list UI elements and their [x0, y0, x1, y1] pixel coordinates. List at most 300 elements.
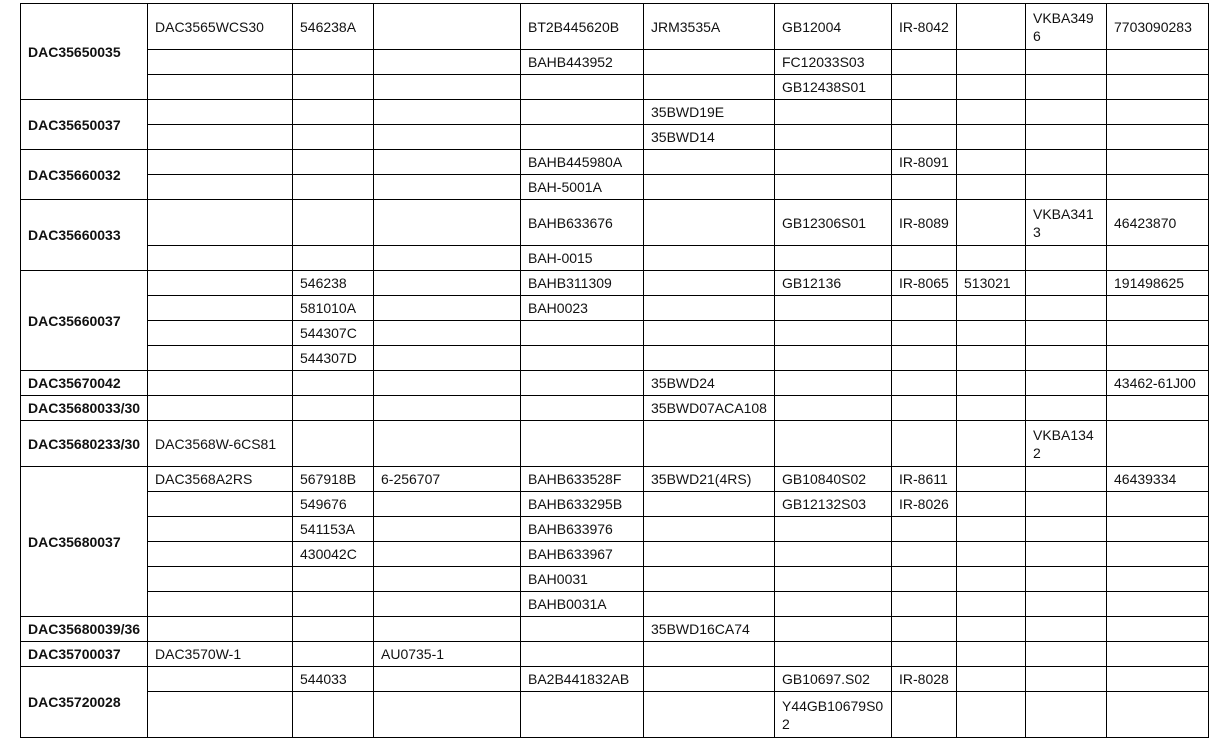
cross-reference-cell	[148, 100, 293, 125]
cross-reference-cell	[892, 567, 957, 592]
cross-reference-cell	[775, 617, 892, 642]
cross-reference-cell	[644, 346, 775, 371]
cross-reference-cell	[148, 50, 293, 75]
cross-reference-cell	[148, 125, 293, 150]
cross-reference-cell	[775, 346, 892, 371]
cross-reference-cell: 191498625	[1107, 271, 1209, 296]
cross-reference-cell	[374, 150, 521, 175]
table-row	[21, 100, 1209, 125]
cross-reference-cell	[148, 542, 293, 567]
cross-reference-cell	[644, 642, 775, 667]
table-row	[21, 125, 1209, 150]
cross-reference-cell	[374, 592, 521, 617]
cross-reference-cell	[1107, 296, 1209, 321]
part-number-cell: DAC35720028	[21, 667, 148, 738]
cross-reference-cell	[644, 321, 775, 346]
cross-reference-cell	[957, 200, 1026, 246]
cross-reference-cell	[957, 542, 1026, 567]
table-row	[21, 517, 1209, 542]
cross-reference-cell	[1107, 321, 1209, 346]
cross-reference-cell	[374, 617, 521, 642]
cross-reference-cell	[293, 125, 374, 150]
cross-reference-cell	[892, 592, 957, 617]
cross-reference-cell	[1107, 50, 1209, 75]
table-row	[21, 321, 1209, 346]
cross-reference-cell	[1026, 692, 1107, 738]
cross-reference-cell: DAC3568W-6CS81	[148, 421, 293, 467]
cross-reference-cell: 430042C	[293, 542, 374, 567]
cross-reference-cell	[293, 50, 374, 75]
cross-reference-cell	[148, 492, 293, 517]
cross-reference-cell	[957, 150, 1026, 175]
cross-reference-cell	[374, 346, 521, 371]
cross-reference-cell: GB12136	[775, 271, 892, 296]
cross-reference-cell	[957, 346, 1026, 371]
cross-reference-cell	[148, 567, 293, 592]
cross-reference-cell: DAC3570W-1	[148, 642, 293, 667]
cross-reference-cell	[1026, 592, 1107, 617]
cross-reference-cell	[1107, 692, 1209, 738]
cross-reference-cell	[892, 50, 957, 75]
cross-reference-cell	[892, 246, 957, 271]
cross-reference-cell: GB10697.S02	[775, 667, 892, 692]
cross-reference-cell	[892, 175, 957, 200]
cross-reference-cell	[957, 100, 1026, 125]
cross-reference-cell	[374, 50, 521, 75]
cross-reference-cell	[1026, 100, 1107, 125]
cross-reference-cell: GB10840S02	[775, 467, 892, 492]
cross-reference-cell	[644, 246, 775, 271]
cross-reference-cell	[521, 642, 644, 667]
cross-reference-cell: BAH0031	[521, 567, 644, 592]
cross-reference-cell	[1026, 642, 1107, 667]
cross-reference-cell: 46423870	[1107, 200, 1209, 246]
cross-reference-cell	[957, 396, 1026, 421]
cross-reference-cell	[892, 642, 957, 667]
cross-reference-cell	[1107, 150, 1209, 175]
cross-reference-cell: DAC3568A2RS	[148, 467, 293, 492]
cross-reference-cell	[148, 396, 293, 421]
cross-reference-cell	[644, 150, 775, 175]
cross-reference-cell	[1026, 667, 1107, 692]
cross-reference-cell	[293, 592, 374, 617]
cross-reference-cell	[1026, 150, 1107, 175]
cross-reference-cell	[644, 567, 775, 592]
cross-reference-cell	[148, 517, 293, 542]
cross-reference-cell: IR-8091	[892, 150, 957, 175]
cross-reference-cell	[374, 517, 521, 542]
table-row	[21, 642, 1209, 667]
part-number-cell: DAC35680233/30	[21, 421, 148, 467]
cross-reference-cell	[293, 246, 374, 271]
cross-reference-cell	[148, 175, 293, 200]
cross-reference-cell	[957, 467, 1026, 492]
cross-reference-cell	[374, 125, 521, 150]
cross-reference-cell	[957, 371, 1026, 396]
cross-reference-cell	[957, 617, 1026, 642]
cross-reference-cell: BAH-5001A	[521, 175, 644, 200]
cross-reference-cell	[148, 246, 293, 271]
cross-reference-cell: VKBA3413	[1026, 200, 1107, 246]
cross-reference-cell	[775, 567, 892, 592]
table-row	[21, 467, 1209, 492]
table-row	[21, 50, 1209, 75]
cross-reference-cell: 544307C	[293, 321, 374, 346]
cross-reference-cell	[957, 246, 1026, 271]
cross-reference-cell	[374, 492, 521, 517]
cross-reference-cell	[1107, 346, 1209, 371]
cross-reference-cell	[1026, 50, 1107, 75]
cross-reference-cell	[148, 692, 293, 738]
cross-reference-cell	[957, 125, 1026, 150]
cross-reference-cell: GB12004	[775, 4, 892, 50]
cross-reference-cell	[892, 321, 957, 346]
table-row	[21, 542, 1209, 567]
cross-reference-cell: 541153A	[293, 517, 374, 542]
cross-reference-cell: FC12033S03	[775, 50, 892, 75]
cross-reference-cell	[775, 421, 892, 467]
cross-reference-cell	[148, 617, 293, 642]
cross-reference-cell	[957, 50, 1026, 75]
part-number-cell: DAC35680039/36	[21, 617, 148, 642]
cross-reference-cell	[957, 421, 1026, 467]
cross-reference-cell	[293, 371, 374, 396]
cross-reference-cell	[644, 542, 775, 567]
cross-reference-cell: BAHB633976	[521, 517, 644, 542]
cross-reference-cell	[374, 296, 521, 321]
table-row	[21, 396, 1209, 421]
cross-reference-cell	[957, 175, 1026, 200]
table-row	[21, 200, 1209, 246]
cross-reference-cell: 567918B	[293, 467, 374, 492]
table-row	[21, 150, 1209, 175]
cross-reference-cell: BAHB443952	[521, 50, 644, 75]
table-row	[21, 421, 1209, 467]
cross-reference-cell	[521, 346, 644, 371]
part-number-cell: DAC35650037	[21, 100, 148, 150]
cross-reference-cell	[957, 296, 1026, 321]
cross-reference-cell	[521, 125, 644, 150]
part-number-cell: DAC35650035	[21, 4, 148, 100]
cross-reference-cell: 513021	[957, 271, 1026, 296]
cross-reference-cell	[644, 296, 775, 321]
cross-reference-cell: 6-256707	[374, 467, 521, 492]
cross-reference-cell	[293, 642, 374, 667]
cross-reference-cell	[957, 492, 1026, 517]
cross-reference-cell	[1026, 467, 1107, 492]
cross-reference-cell	[644, 50, 775, 75]
cross-reference-cell	[644, 200, 775, 246]
cross-reference-cell	[892, 296, 957, 321]
cross-reference-cell: Y44GB10679S02	[775, 692, 892, 738]
cross-reference-cell	[148, 321, 293, 346]
cross-reference-cell	[775, 125, 892, 150]
cross-reference-cell	[293, 617, 374, 642]
cross-reference-cell	[644, 421, 775, 467]
part-number-cell: DAC35680033/30	[21, 396, 148, 421]
cross-reference-cell	[957, 75, 1026, 100]
cross-reference-cell	[374, 175, 521, 200]
table-row	[21, 492, 1209, 517]
table-body	[21, 4, 1209, 738]
cross-reference-cell	[293, 75, 374, 100]
bearing-cross-reference-table	[20, 3, 1209, 738]
cross-reference-cell	[1107, 567, 1209, 592]
table-row	[21, 371, 1209, 396]
cross-reference-cell	[1026, 371, 1107, 396]
cross-reference-cell	[148, 150, 293, 175]
cross-reference-cell: 546238	[293, 271, 374, 296]
cross-reference-cell	[644, 592, 775, 617]
cross-reference-cell	[521, 421, 644, 467]
cross-reference-cell	[374, 692, 521, 738]
cross-reference-cell: 549676	[293, 492, 374, 517]
cross-reference-cell	[892, 617, 957, 642]
cross-reference-cell	[148, 371, 293, 396]
cross-reference-cell	[957, 667, 1026, 692]
cross-reference-cell	[521, 692, 644, 738]
cross-reference-cell: IR-8028	[892, 667, 957, 692]
cross-reference-cell: JRM3535A	[644, 4, 775, 50]
part-number-cell: DAC35660032	[21, 150, 148, 200]
table-row	[21, 567, 1209, 592]
cross-reference-cell	[775, 100, 892, 125]
cross-reference-cell	[374, 321, 521, 346]
cross-reference-cell	[1026, 125, 1107, 150]
table-row	[21, 667, 1209, 692]
cross-reference-cell: 35BWD07ACA108	[644, 396, 775, 421]
cross-reference-cell	[374, 421, 521, 467]
cross-reference-cell	[644, 271, 775, 296]
part-number-cell: DAC35660033	[21, 200, 148, 271]
cross-reference-cell: VKBA3496	[1026, 4, 1107, 50]
cross-reference-cell: BAHB445980A	[521, 150, 644, 175]
cross-reference-cell: BA2B441832AB	[521, 667, 644, 692]
cross-reference-cell	[1107, 642, 1209, 667]
cross-reference-cell	[1026, 296, 1107, 321]
cross-reference-cell	[892, 396, 957, 421]
cross-reference-cell	[148, 75, 293, 100]
cross-reference-cell	[374, 75, 521, 100]
cross-reference-cell	[148, 271, 293, 296]
cross-reference-cell	[775, 371, 892, 396]
cross-reference-cell	[1026, 492, 1107, 517]
cross-reference-cell	[775, 296, 892, 321]
cross-reference-cell	[148, 200, 293, 246]
cross-reference-cell	[521, 371, 644, 396]
cross-reference-cell	[293, 692, 374, 738]
table-row	[21, 592, 1209, 617]
cross-reference-cell	[775, 542, 892, 567]
cross-reference-cell: 581010A	[293, 296, 374, 321]
cross-reference-cell	[1107, 492, 1209, 517]
cross-reference-cell: 35BWD16CA74	[644, 617, 775, 642]
table-row	[21, 246, 1209, 271]
cross-reference-cell	[148, 592, 293, 617]
cross-reference-cell	[1026, 346, 1107, 371]
cross-reference-cell	[775, 517, 892, 542]
cross-reference-cell	[1107, 75, 1209, 100]
cross-reference-cell	[644, 75, 775, 100]
table-row	[21, 617, 1209, 642]
cross-reference-cell	[293, 200, 374, 246]
cross-reference-cell	[1107, 246, 1209, 271]
cross-reference-cell	[775, 246, 892, 271]
cross-reference-cell: GB12438S01	[775, 75, 892, 100]
cross-reference-cell: GB12306S01	[775, 200, 892, 246]
cross-reference-cell	[644, 175, 775, 200]
cross-reference-cell: IR-8089	[892, 200, 957, 246]
cross-reference-cell: 546238A	[293, 4, 374, 50]
cross-reference-cell	[1107, 667, 1209, 692]
cross-reference-cell	[775, 592, 892, 617]
cross-reference-cell	[1026, 246, 1107, 271]
cross-reference-cell: IR-8042	[892, 4, 957, 50]
table-row	[21, 75, 1209, 100]
cross-reference-cell	[1026, 175, 1107, 200]
cross-reference-cell: DAC3565WCS30	[148, 4, 293, 50]
cross-reference-cell: AU0735-1	[374, 642, 521, 667]
cross-reference-cell	[521, 321, 644, 346]
cross-reference-cell	[892, 75, 957, 100]
cross-reference-cell	[957, 567, 1026, 592]
cross-reference-cell	[1107, 617, 1209, 642]
cross-reference-cell	[293, 396, 374, 421]
cross-reference-cell	[374, 246, 521, 271]
cross-reference-cell: VKBA1342	[1026, 421, 1107, 467]
table-row	[21, 692, 1209, 738]
table-row	[21, 346, 1209, 371]
cross-reference-cell: BAHB311309	[521, 271, 644, 296]
cross-reference-cell	[644, 692, 775, 738]
cross-reference-cell	[374, 567, 521, 592]
cross-reference-cell	[1026, 617, 1107, 642]
cross-reference-cell	[1107, 592, 1209, 617]
cross-reference-cell	[1107, 396, 1209, 421]
table-row	[21, 296, 1209, 321]
cross-reference-cell	[775, 321, 892, 346]
cross-reference-cell: BAHB633295B	[521, 492, 644, 517]
cross-reference-cell	[1026, 271, 1107, 296]
cross-reference-cell	[892, 346, 957, 371]
cross-reference-cell: 7703090283	[1107, 4, 1209, 50]
cross-reference-cell	[521, 100, 644, 125]
cross-reference-cell	[1107, 175, 1209, 200]
cross-reference-cell	[892, 692, 957, 738]
cross-reference-cell: BAHB633676	[521, 200, 644, 246]
cross-reference-cell: BAHB633967	[521, 542, 644, 567]
cross-reference-cell: 544033	[293, 667, 374, 692]
cross-reference-cell	[293, 150, 374, 175]
cross-reference-cell	[1026, 517, 1107, 542]
cross-reference-cell: 35BWD14	[644, 125, 775, 150]
cross-reference-cell	[775, 175, 892, 200]
cross-reference-cell: 544307D	[293, 346, 374, 371]
cross-reference-cell	[957, 692, 1026, 738]
cross-reference-cell	[374, 371, 521, 396]
cross-reference-cell: BAH-0015	[521, 246, 644, 271]
cross-reference-cell: IR-8065	[892, 271, 957, 296]
cross-reference-cell	[1107, 421, 1209, 467]
cross-reference-cell: BAH0023	[521, 296, 644, 321]
cross-reference-cell	[1107, 517, 1209, 542]
cross-reference-cell: 35BWD24	[644, 371, 775, 396]
cross-reference-cell: BAHB633528F	[521, 467, 644, 492]
cross-reference-cell	[892, 421, 957, 467]
cross-reference-cell: IR-8611	[892, 467, 957, 492]
cross-reference-cell	[374, 667, 521, 692]
cross-reference-cell	[892, 542, 957, 567]
cross-reference-cell	[521, 617, 644, 642]
part-number-cell: DAC35670042	[21, 371, 148, 396]
cross-reference-cell	[957, 517, 1026, 542]
cross-reference-cell: 35BWD19E	[644, 100, 775, 125]
part-number-cell: DAC35660037	[21, 271, 148, 371]
cross-reference-cell: IR-8026	[892, 492, 957, 517]
cross-reference-cell: 35BWD21(4RS)	[644, 467, 775, 492]
cross-reference-cell	[1026, 321, 1107, 346]
cross-reference-cell	[892, 100, 957, 125]
cross-reference-cell	[293, 421, 374, 467]
cross-reference-cell	[374, 542, 521, 567]
cross-reference-cell	[957, 642, 1026, 667]
cross-reference-cell	[892, 125, 957, 150]
cross-reference-cell	[293, 175, 374, 200]
cross-reference-cell	[148, 346, 293, 371]
cross-reference-cell: GB12132S03	[775, 492, 892, 517]
cross-reference-cell: BT2B445620B	[521, 4, 644, 50]
cross-reference-cell	[644, 517, 775, 542]
cross-reference-cell	[293, 567, 374, 592]
cross-reference-cell: 46439334	[1107, 467, 1209, 492]
cross-reference-cell	[148, 667, 293, 692]
cross-reference-cell	[775, 642, 892, 667]
cross-reference-cell	[374, 271, 521, 296]
part-number-cell: DAC35700037	[21, 642, 148, 667]
cross-reference-cell	[644, 492, 775, 517]
cross-reference-cell	[1026, 567, 1107, 592]
table-row	[21, 4, 1209, 50]
cross-reference-cell	[1107, 100, 1209, 125]
cross-reference-cell	[775, 396, 892, 421]
cross-reference-cell	[957, 4, 1026, 50]
table-row	[21, 271, 1209, 296]
cross-reference-cell	[148, 296, 293, 321]
cross-reference-cell: 43462-61J00	[1107, 371, 1209, 396]
cross-reference-cell	[957, 592, 1026, 617]
cross-reference-cell	[374, 4, 521, 50]
cross-reference-cell: BAHB0031A	[521, 592, 644, 617]
cross-reference-cell	[293, 100, 374, 125]
cross-reference-cell	[892, 517, 957, 542]
cross-reference-cell	[1107, 542, 1209, 567]
cross-reference-cell	[521, 396, 644, 421]
cross-reference-cell	[374, 100, 521, 125]
cross-reference-cell	[1026, 542, 1107, 567]
cross-reference-cell	[1026, 396, 1107, 421]
table-row	[21, 175, 1209, 200]
part-number-cell: DAC35680037	[21, 467, 148, 617]
cross-reference-cell	[644, 667, 775, 692]
cross-reference-cell	[521, 75, 644, 100]
cross-reference-cell	[1107, 125, 1209, 150]
cross-reference-cell	[957, 321, 1026, 346]
cross-reference-cell	[892, 371, 957, 396]
cross-reference-cell	[374, 200, 521, 246]
cross-reference-cell	[374, 396, 521, 421]
cross-reference-cell	[775, 150, 892, 175]
cross-reference-cell	[1026, 75, 1107, 100]
